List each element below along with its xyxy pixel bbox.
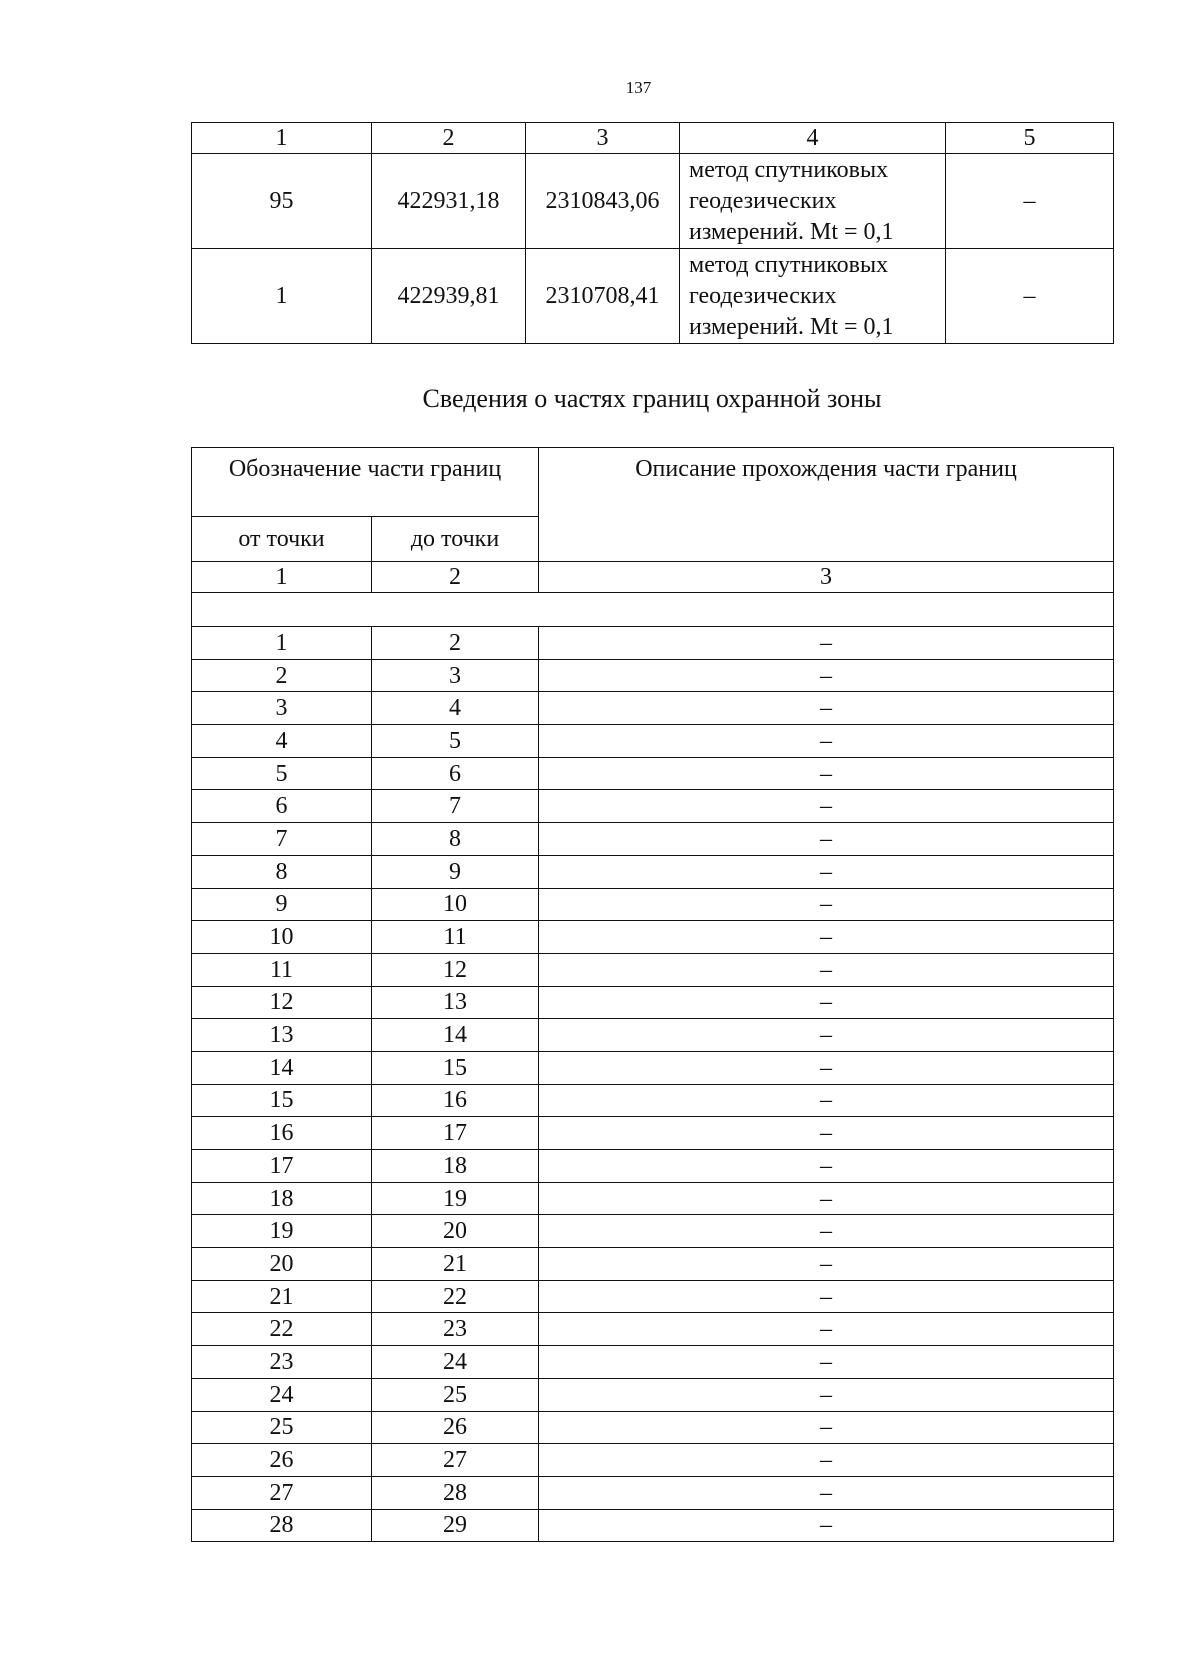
from-point: 15 — [192, 1084, 372, 1117]
to-point: 27 — [372, 1444, 539, 1477]
part-description: – — [539, 1051, 1114, 1084]
method-line: метод спутниковых — [689, 156, 889, 183]
table-row — [192, 953, 1114, 986]
description-header: Описание прохождения части границ — [539, 448, 1114, 562]
from-point: 14 — [192, 1051, 372, 1084]
part-description: – — [539, 1182, 1114, 1215]
from-point: 12 — [192, 986, 372, 1019]
coordinate-y: 2310843,06 — [526, 154, 680, 249]
to-point: 8 — [372, 823, 539, 856]
to-point: 15 — [372, 1051, 539, 1084]
to-point: 4 — [372, 692, 539, 725]
part-description: – — [539, 986, 1114, 1019]
part-description: – — [539, 725, 1114, 758]
coordinates-col-1-header: 1 — [192, 123, 372, 154]
from-point: 11 — [192, 953, 372, 986]
from-point: 27 — [192, 1476, 372, 1509]
from-point: 17 — [192, 1150, 372, 1183]
table-row — [192, 888, 1114, 921]
part-description: – — [539, 1117, 1114, 1150]
to-point: 23 — [372, 1313, 539, 1346]
method-line: измерений. Mt = 0,1 — [689, 313, 894, 340]
from-point: 5 — [192, 757, 372, 790]
coordinate-y: 2310708,41 — [526, 249, 680, 344]
table-row — [192, 1215, 1114, 1248]
from-point: 19 — [192, 1215, 372, 1248]
section-title: Сведения о частях границ охранной зоны — [422, 384, 882, 413]
table-row — [192, 1378, 1114, 1411]
table-row — [192, 725, 1114, 758]
part-description: – — [539, 659, 1114, 692]
from-point: 25 — [192, 1411, 372, 1444]
part-description: – — [539, 1509, 1114, 1542]
coordinate-x: 422931,18 — [372, 154, 526, 249]
to-point-header: до точки — [372, 517, 539, 562]
table-row — [192, 627, 1114, 660]
table-row — [192, 1150, 1114, 1183]
to-point: 19 — [372, 1182, 539, 1215]
coordinate-x: 422939,81 — [372, 249, 526, 344]
parts-column-numbers-row — [192, 562, 1114, 593]
part-description: – — [539, 1280, 1114, 1313]
table-row — [192, 1248, 1114, 1281]
measurement-method — [680, 249, 946, 344]
part-description: – — [539, 855, 1114, 888]
from-point: 7 — [192, 823, 372, 856]
to-point: 22 — [372, 1280, 539, 1313]
to-point: 20 — [372, 1215, 539, 1248]
to-point: 17 — [372, 1117, 539, 1150]
method-line: геодезических — [689, 282, 837, 309]
point-number: 1 — [192, 249, 372, 344]
to-point: 5 — [372, 725, 539, 758]
coordinates-table — [191, 122, 1114, 344]
to-point: 7 — [372, 790, 539, 823]
method-line: геодезических — [689, 187, 837, 214]
page-number: 137 — [625, 78, 652, 97]
parts-col-3-header: 3 — [539, 562, 1114, 593]
to-point: 6 — [372, 757, 539, 790]
designation-header: Обозначение части границ — [192, 448, 539, 517]
part-description: – — [539, 888, 1114, 921]
part-description: – — [539, 1019, 1114, 1052]
to-point: 11 — [372, 921, 539, 954]
to-point: 18 — [372, 1150, 539, 1183]
to-point: 28 — [372, 1476, 539, 1509]
part-description: – — [539, 757, 1114, 790]
to-point: 26 — [372, 1411, 539, 1444]
point-note: – — [946, 154, 1114, 249]
part-description: – — [539, 790, 1114, 823]
part-description: – — [539, 1248, 1114, 1281]
table-row — [192, 1509, 1114, 1542]
from-point: 22 — [192, 1313, 372, 1346]
to-point: 13 — [372, 986, 539, 1019]
table-row — [192, 659, 1114, 692]
part-description: – — [539, 1346, 1114, 1379]
to-point: 24 — [372, 1346, 539, 1379]
point-number: 95 — [192, 154, 372, 249]
table-row — [192, 1280, 1114, 1313]
part-description: – — [539, 921, 1114, 954]
part-description: – — [539, 1084, 1114, 1117]
table-row — [192, 986, 1114, 1019]
table-row — [192, 692, 1114, 725]
from-point: 28 — [192, 1509, 372, 1542]
table-row — [192, 757, 1114, 790]
from-point: 9 — [192, 888, 372, 921]
table-row — [192, 1346, 1114, 1379]
part-description: – — [539, 1313, 1114, 1346]
coordinates-col-2-header: 2 — [372, 123, 526, 154]
parts-col-2-header: 2 — [372, 562, 539, 593]
part-description: – — [539, 1411, 1114, 1444]
from-point: 10 — [192, 921, 372, 954]
part-description: – — [539, 1444, 1114, 1477]
table-row — [192, 855, 1114, 888]
table-row — [192, 154, 1114, 249]
group-label — [192, 593, 1114, 627]
from-point: 20 — [192, 1248, 372, 1281]
from-point: 2 — [192, 659, 372, 692]
from-point-header: от точки — [192, 517, 372, 562]
part-description: – — [539, 1150, 1114, 1183]
coordinates-col-5-header: 5 — [946, 123, 1114, 154]
from-point: 23 — [192, 1346, 372, 1379]
measurement-method — [680, 154, 946, 249]
part-description: – — [539, 1215, 1114, 1248]
parts-group-row — [192, 593, 1114, 627]
to-point: 21 — [372, 1248, 539, 1281]
table-row — [192, 1313, 1114, 1346]
part-description: – — [539, 953, 1114, 986]
part-description: – — [539, 627, 1114, 660]
table-row — [192, 249, 1114, 344]
table-row — [192, 1411, 1114, 1444]
from-point: 4 — [192, 725, 372, 758]
part-description: – — [539, 1476, 1114, 1509]
to-point: 14 — [372, 1019, 539, 1052]
from-point: 3 — [192, 692, 372, 725]
table-row — [192, 790, 1114, 823]
to-point: 10 — [372, 888, 539, 921]
method-line: измерений. Mt = 0,1 — [689, 218, 894, 245]
table-row — [192, 823, 1114, 856]
to-point: 3 — [372, 659, 539, 692]
to-point: 12 — [372, 953, 539, 986]
table-row — [192, 1476, 1114, 1509]
from-point: 6 — [192, 790, 372, 823]
coordinates-col-3-header: 3 — [526, 123, 680, 154]
from-point: 24 — [192, 1378, 372, 1411]
from-point: 18 — [192, 1182, 372, 1215]
table-row — [192, 1117, 1114, 1150]
from-point: 16 — [192, 1117, 372, 1150]
to-point: 29 — [372, 1509, 539, 1542]
from-point: 8 — [192, 855, 372, 888]
boundary-parts-table — [191, 447, 1114, 1542]
table-row — [192, 1182, 1114, 1215]
from-point: 21 — [192, 1280, 372, 1313]
to-point: 2 — [372, 627, 539, 660]
table-row — [192, 1444, 1114, 1477]
table-row — [192, 1051, 1114, 1084]
table-row — [192, 921, 1114, 954]
part-description: – — [539, 823, 1114, 856]
part-description: – — [539, 692, 1114, 725]
to-point: 25 — [372, 1378, 539, 1411]
to-point: 9 — [372, 855, 539, 888]
point-note: – — [946, 249, 1114, 344]
method-line: метод спутниковых — [689, 251, 889, 278]
from-point: 1 — [192, 627, 372, 660]
from-point: 13 — [192, 1019, 372, 1052]
coordinates-col-4-header: 4 — [680, 123, 946, 154]
parts-col-1-header: 1 — [192, 562, 372, 593]
coordinates-header-row — [192, 123, 1114, 154]
table-row — [192, 1084, 1114, 1117]
table-row — [192, 1019, 1114, 1052]
parts-header-row — [192, 448, 1114, 517]
part-description: – — [539, 1378, 1114, 1411]
from-point: 26 — [192, 1444, 372, 1477]
to-point: 16 — [372, 1084, 539, 1117]
